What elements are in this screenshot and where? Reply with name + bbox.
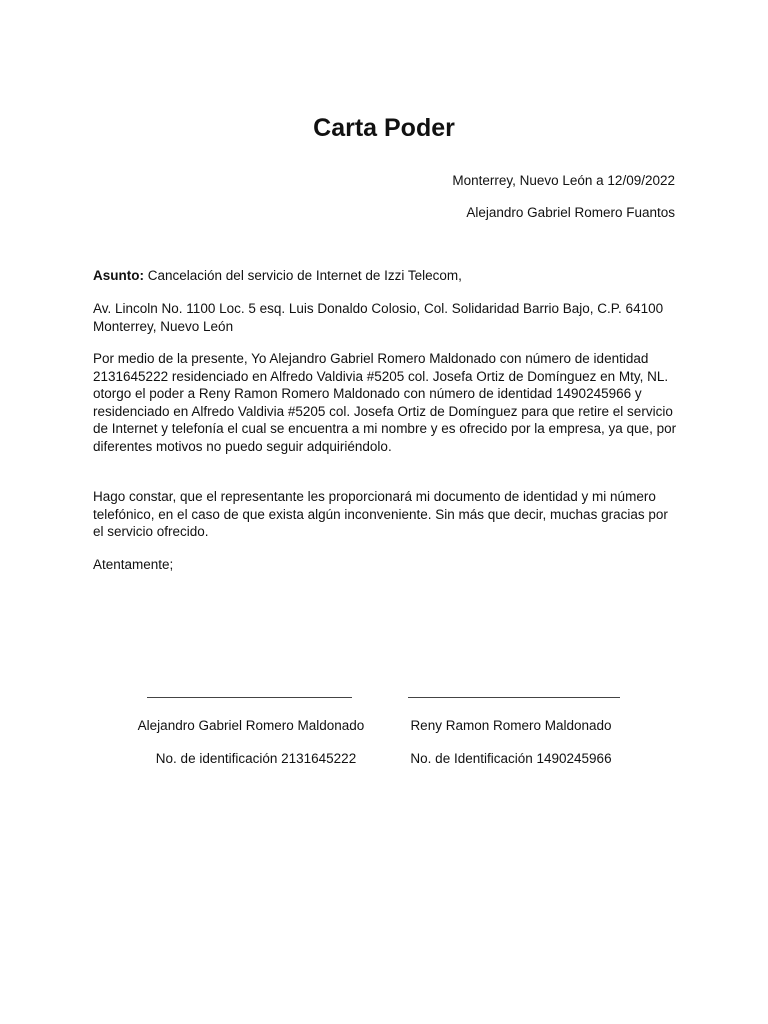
signature-line-representative: [408, 697, 620, 698]
signature-line-grantor: [147, 697, 352, 698]
subject-label: Asunto:: [93, 268, 144, 283]
place-and-date: Monterrey, Nuevo León a 12/09/2022: [452, 173, 675, 188]
sender-name: Alejandro Gabriel Romero Fuantos: [466, 205, 675, 220]
representative-name: Reny Ramon Romero Maldonado: [410, 718, 612, 733]
grantor-id: No. de identificación 2131645222: [155, 751, 357, 766]
closing-line: Atentamente;: [93, 557, 174, 572]
subject-line: [93, 267, 678, 285]
subject-text: Cancelación del servicio de Internet de Izzi Telecom,: [144, 268, 462, 283]
body-paragraph-2: Hago constar, que el representante les proporcionará mi documento de identidad y mi número telefónico, en el caso de que exista algún inconveniente. Sin más que decir, muchas gracias por el servicio ofrecido.: [93, 489, 668, 540]
body-paragraph-1: Por medio de la presente, Yo Alejandro Gabriel Romero Maldonado con número de identidad 2131645222 residenciado en Alfredo Valdivia #5205 col. Josefa Ortiz de Domínguez en Mty, NL. otorgo el poder a Reny Ramon Romero Maldonado con número de identidad 1490245966 y residenciado en Alfredo Valdivia #5205 col. Josefa Ortiz de Domínguez para que retire el servicio de Internet y telefonía el cual se encuentra a mi nombre y es ofrecido por la empresa, ya que, por diferentes motivos no puedo seguir adquiriéndolo.: [93, 351, 677, 454]
representative-id: No. de Identificación 1490245966: [410, 751, 612, 766]
recipient-address: Av. Lincoln No. 1100 Loc. 5 esq. Luis Donaldo Colosio, Col. Solidaridad Barrio Bajo, C.P. 64100 Monterrey, Nuevo León: [93, 301, 664, 334]
document-title: Carta Poder: [313, 114, 455, 142]
grantor-name: Alejandro Gabriel Romero Maldonado: [137, 718, 365, 733]
